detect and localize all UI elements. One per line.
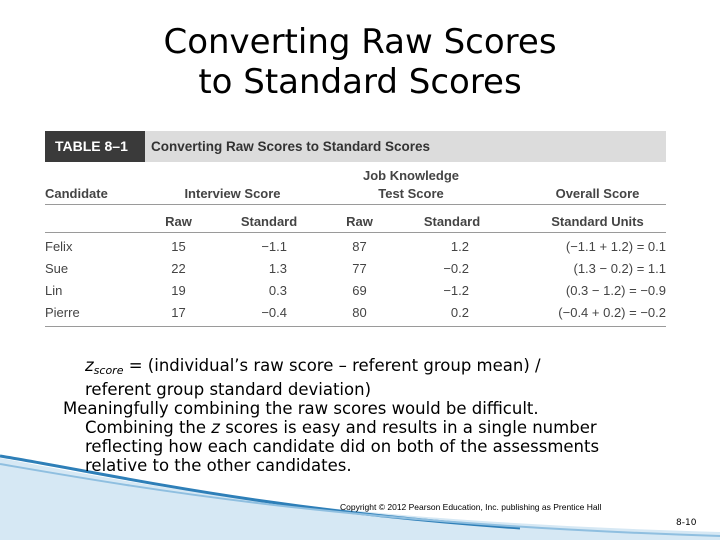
table-rule-top (45, 204, 666, 205)
z-symbol-inline: z (211, 418, 220, 437)
cell-interview-raw: 17 (171, 305, 186, 320)
header-interview: Interview Score (184, 186, 281, 201)
cell-job-standard: −1.2 (443, 283, 469, 298)
table-number: TABLE 8–1 (45, 131, 145, 162)
cell-interview-standard: 0.3 (268, 283, 287, 298)
paragraph-line-1: Meaningfully combining the raw scores would be difficult. (63, 399, 539, 418)
copyright-notice: Copyright © 2012 Pearson Education, Inc. publishing as Prentice Hall (340, 502, 602, 512)
slide-title (0, 22, 720, 102)
score-table (45, 131, 666, 327)
cell-interview-standard: −1.1 (261, 239, 287, 254)
cell-job-standard: −0.2 (443, 261, 469, 276)
cell-interview-raw: 22 (171, 261, 186, 276)
cell-job-standard: 0.2 (450, 305, 469, 320)
cell-job-raw: 77 (352, 261, 367, 276)
cell-job-standard: 1.2 (450, 239, 469, 254)
slide-title-line-2: to Standard Scores (198, 62, 522, 102)
cell-job-raw: 69 (352, 283, 367, 298)
paragraph-text-b: scores is easy and results in a single number (219, 418, 597, 437)
slide-body (63, 356, 713, 475)
cell-overall: (0.3 − 1.2) = −0.9 (565, 283, 666, 298)
header-job-raw: Raw (346, 214, 373, 229)
slide-title-line-1: Converting Raw Scores (163, 22, 557, 62)
header-job-line1: Job Knowledge (362, 168, 460, 183)
header-overall: Overall Score (555, 186, 640, 201)
cell-candidate: Lin (45, 283, 63, 298)
table-rule-bottom (45, 326, 666, 327)
cell-overall: (1.3 − 0.2) = 1.1 (573, 261, 666, 276)
cell-job-raw: 80 (352, 305, 367, 320)
page-number: 8-10 (676, 518, 697, 528)
formula-line-2: referent group standard deviation) (85, 380, 372, 399)
paragraph-line-3: reflecting how each candidate did on both of the assessments (85, 437, 600, 456)
z-subscript: score (93, 364, 124, 377)
cell-job-raw: 87 (352, 239, 367, 254)
header-job-line2: Test Score (378, 186, 444, 201)
cell-overall: (−1.1 + 1.2) = 0.1 (565, 239, 666, 254)
z-symbol: z (85, 356, 94, 375)
header-job-standard: Standard (423, 214, 481, 229)
cell-interview-raw: 15 (171, 239, 186, 254)
header-standard-units: Standard Units (551, 214, 644, 229)
formula-line-1 (63, 356, 713, 380)
table-caption: Converting Raw Scores to Standard Scores (151, 139, 431, 154)
cell-candidate: Pierre (45, 305, 80, 320)
paragraph-text-a: Combining the (85, 418, 212, 437)
cell-candidate: Sue (45, 261, 69, 276)
cell-interview-standard: 1.3 (268, 261, 287, 276)
paragraph-line-2 (63, 418, 713, 437)
header-interview-raw: Raw (165, 214, 192, 229)
cell-interview-raw: 19 (171, 283, 186, 298)
cell-overall: (−0.4 + 0.2) = −0.2 (558, 305, 666, 320)
paragraph-line-4: relative to the other candidates. (85, 456, 352, 475)
cell-interview-standard: −0.4 (261, 305, 287, 320)
header-interview-standard: Standard (240, 214, 298, 229)
cell-candidate: Felix (45, 239, 73, 254)
header-candidate: Candidate (45, 186, 108, 201)
table-rule-mid (45, 232, 666, 233)
formula-text: = (individual’s raw score – referent group mean) / (123, 356, 541, 375)
